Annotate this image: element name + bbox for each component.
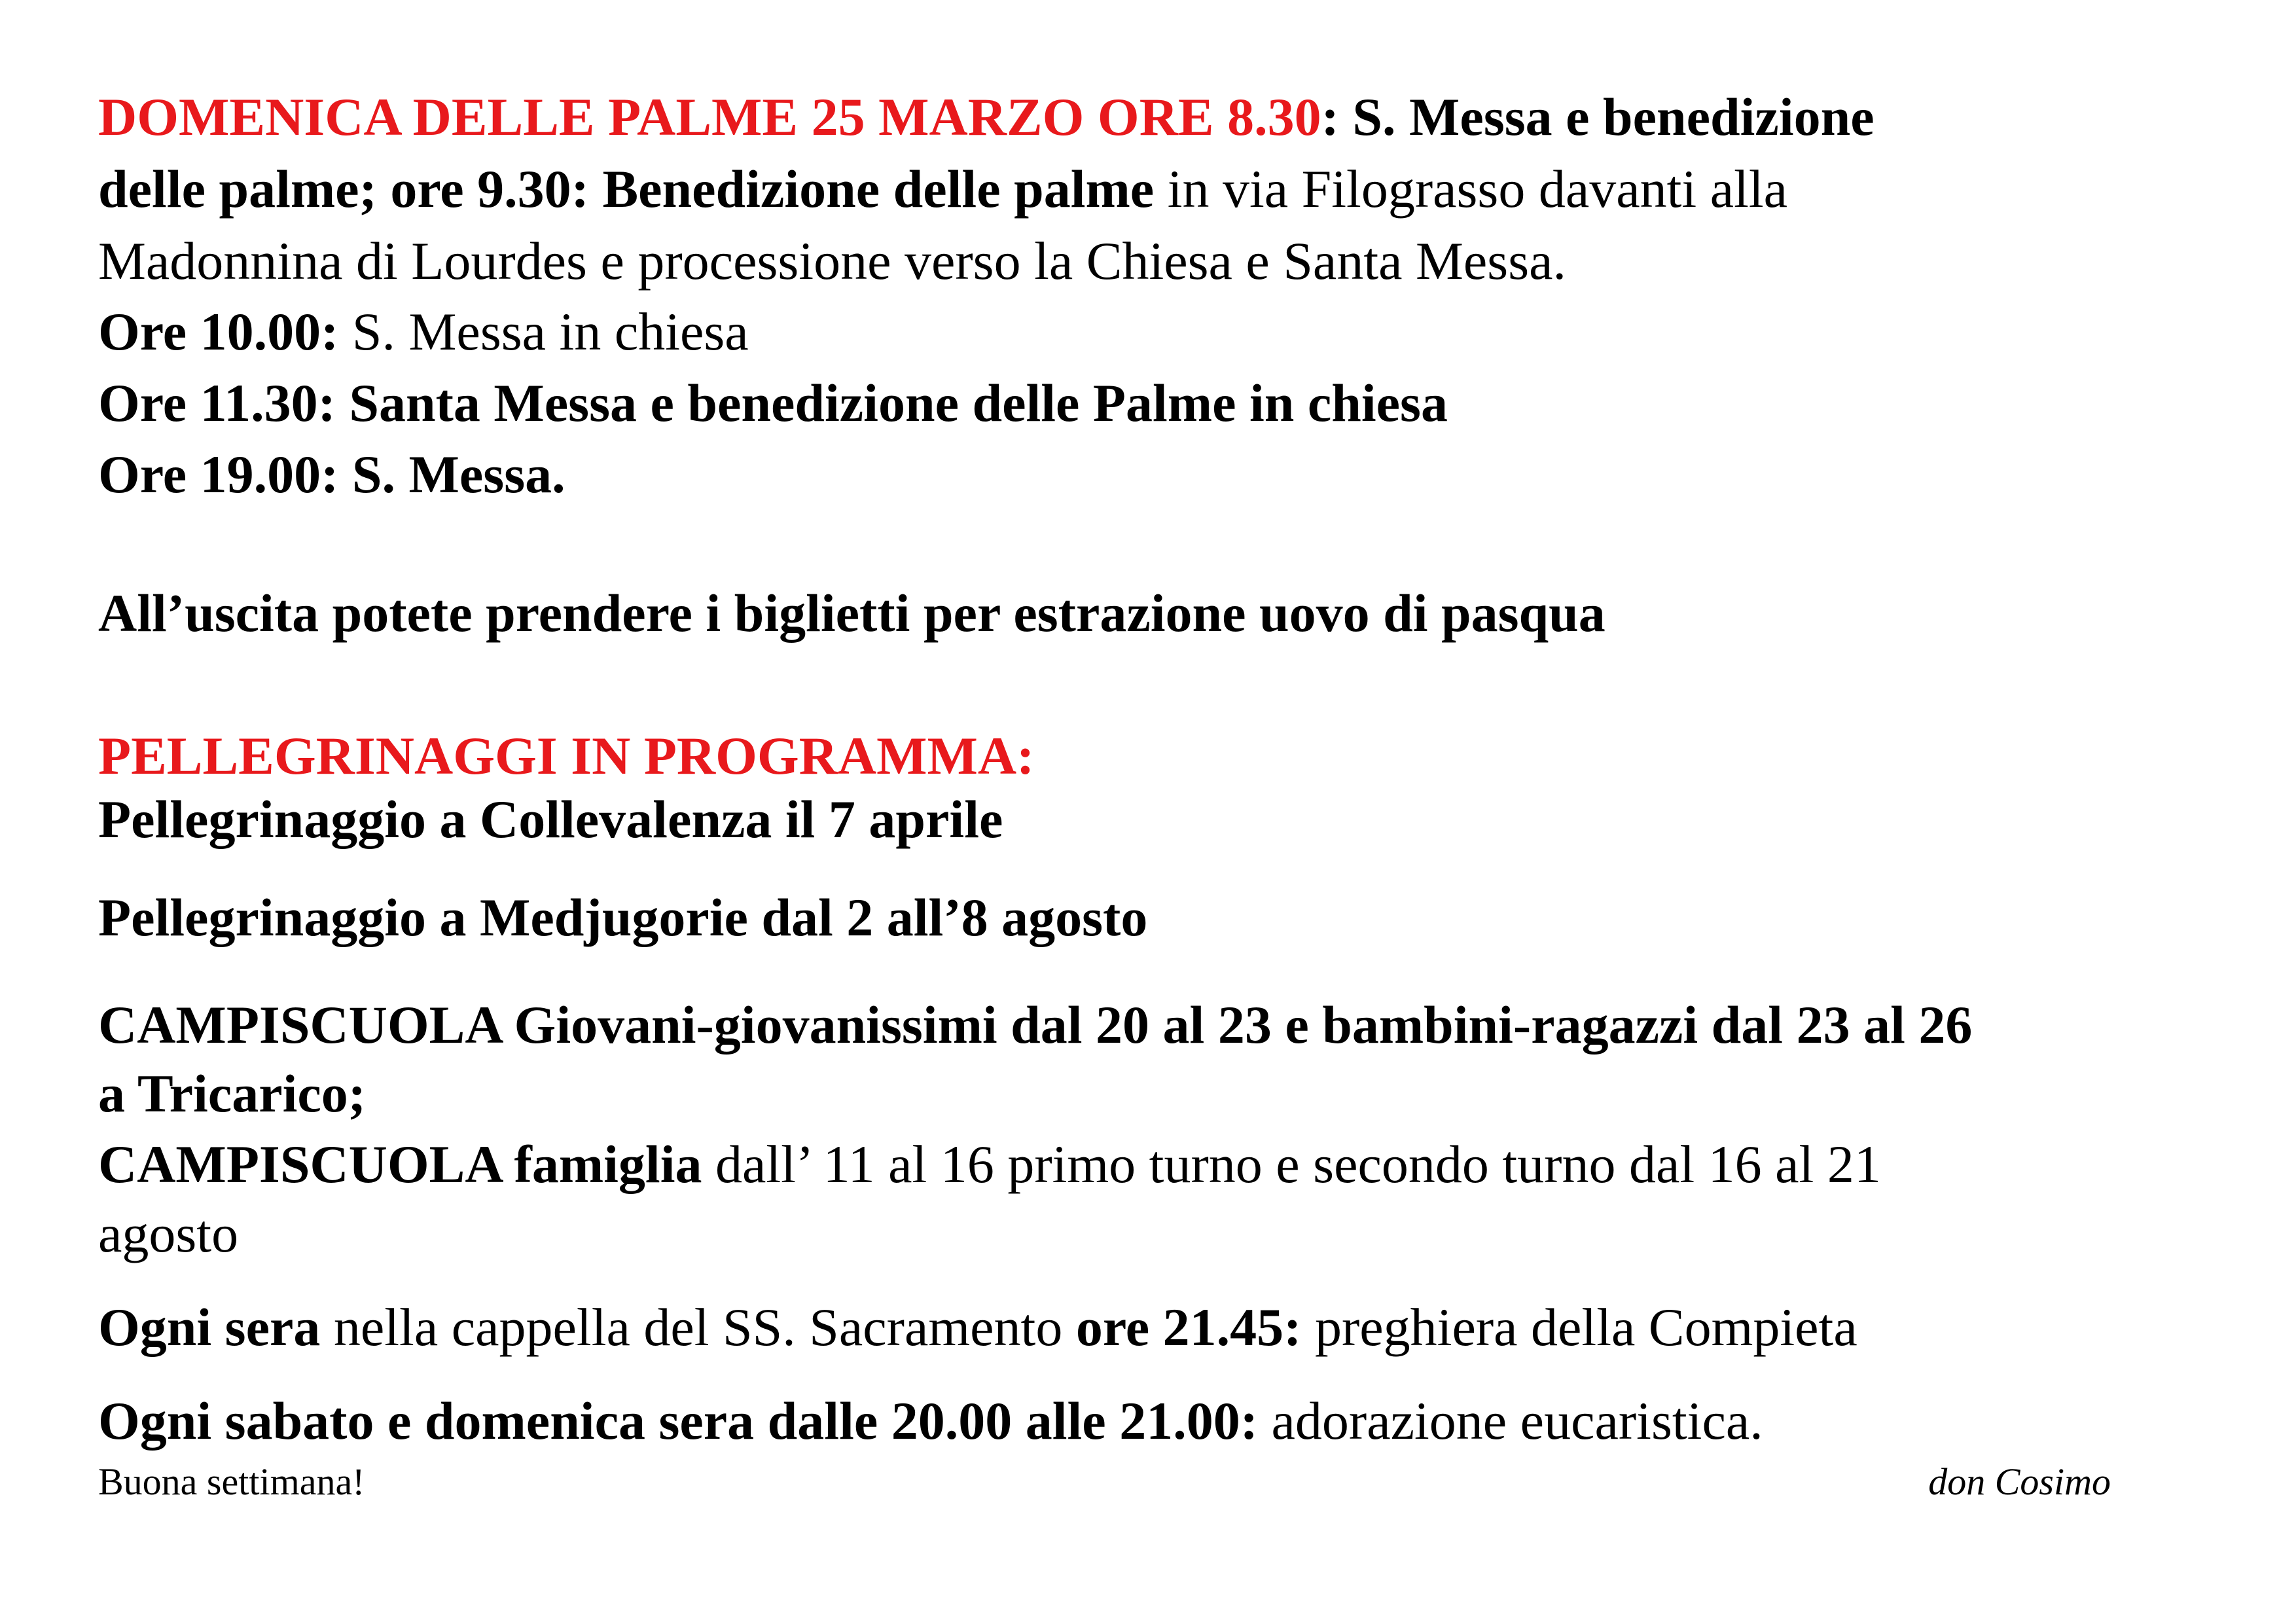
pilgrimages-heading: PELLEGRINAGGI IN PROGRAMMA: — [98, 726, 1035, 785]
adoration-schedule: Ogni sabato e domenica sera dalle 20.00 alle 21.00: — [98, 1391, 1259, 1451]
palm-sunday-line-1 — [98, 87, 1874, 147]
campiscuola-youth-text: CAMPISCUOLA Giovani-giovanissimi dal 20 al 23 e bambini-ragazzi dal 23 al 26 — [98, 995, 1973, 1055]
adoration-text: adorazione eucaristica. — [1258, 1391, 1763, 1451]
easter-egg-raffle-line — [98, 583, 1605, 643]
pilgrimage-collevalenza-text: Pellegrinaggio a Collevalenza il 7 aprile — [98, 789, 1003, 849]
campiscuola-family-month: agosto — [98, 1204, 239, 1263]
pilgrimage-medjugorie-line — [98, 888, 1148, 947]
pilgrimage-collevalenza-line — [98, 789, 1003, 849]
compline-text: preghiera della Compieta — [1301, 1297, 1857, 1357]
palm-blessing-text: delle palme; ore 9.30: Benedizione delle palme — [98, 159, 1155, 219]
campiscuola-family-label: CAMPISCUOLA famiglia — [98, 1134, 702, 1194]
mass-10-text: S. Messa in chiesa — [338, 302, 749, 361]
palm-blessing-location: in via Filograsso davanti alla — [1154, 159, 1788, 219]
compline-every-evening: Ogni sera — [98, 1297, 321, 1357]
mass-11-30-text: Ore 11.30: Santa Messa e benedizione delle Palme in chiesa — [98, 373, 1448, 433]
mass-11-30-line — [98, 373, 1448, 433]
mass-10-line — [98, 302, 749, 361]
palm-sunday-mass-text: : S. Messa e benedizione — [1321, 87, 1874, 147]
campiscuola-youth-line-1 — [98, 995, 1973, 1055]
campiscuola-location: a Tricarico; — [98, 1064, 367, 1123]
signature: don Cosimo — [1928, 1460, 2111, 1503]
campiscuola-family-line-1 — [98, 1134, 1881, 1194]
mass-10-time: Ore 10.00: — [98, 302, 339, 361]
easter-egg-raffle-text: All’uscita potete prendere i biglietti per estrazione uovo di pasqua — [98, 583, 1605, 643]
greeting: Buona settimana! — [98, 1460, 365, 1503]
palm-sunday-line-3 — [98, 231, 1567, 291]
procession-text: Madonnina di Lourdes e processione verso la Chiesa e Santa Messa. — [98, 231, 1567, 291]
adoration-line — [98, 1391, 1763, 1451]
mass-19-line — [98, 444, 565, 504]
pilgrimage-medjugorie-text: Pellegrinaggio a Medjugorie dal 2 all’8 agosto — [98, 888, 1148, 947]
palm-sunday-line-2 — [98, 159, 1788, 219]
compline-time: ore 21.45: — [1075, 1297, 1302, 1357]
pilgrimages-heading-line — [98, 726, 1035, 785]
campiscuola-youth-line-2 — [98, 1064, 367, 1123]
mass-19-text: Ore 19.00: S. Messa. — [98, 444, 565, 504]
compline-line — [98, 1297, 1857, 1357]
palm-sunday-heading: DOMENICA DELLE PALME 25 MARZO ORE 8.30 — [98, 87, 1321, 147]
campiscuola-family-dates: dall’ 11 al 16 primo turno e secondo turno dal 16 al 21 — [702, 1134, 1881, 1194]
campiscuola-family-line-2 — [98, 1204, 239, 1263]
compline-place: nella cappella del SS. Sacramento — [320, 1297, 1076, 1357]
